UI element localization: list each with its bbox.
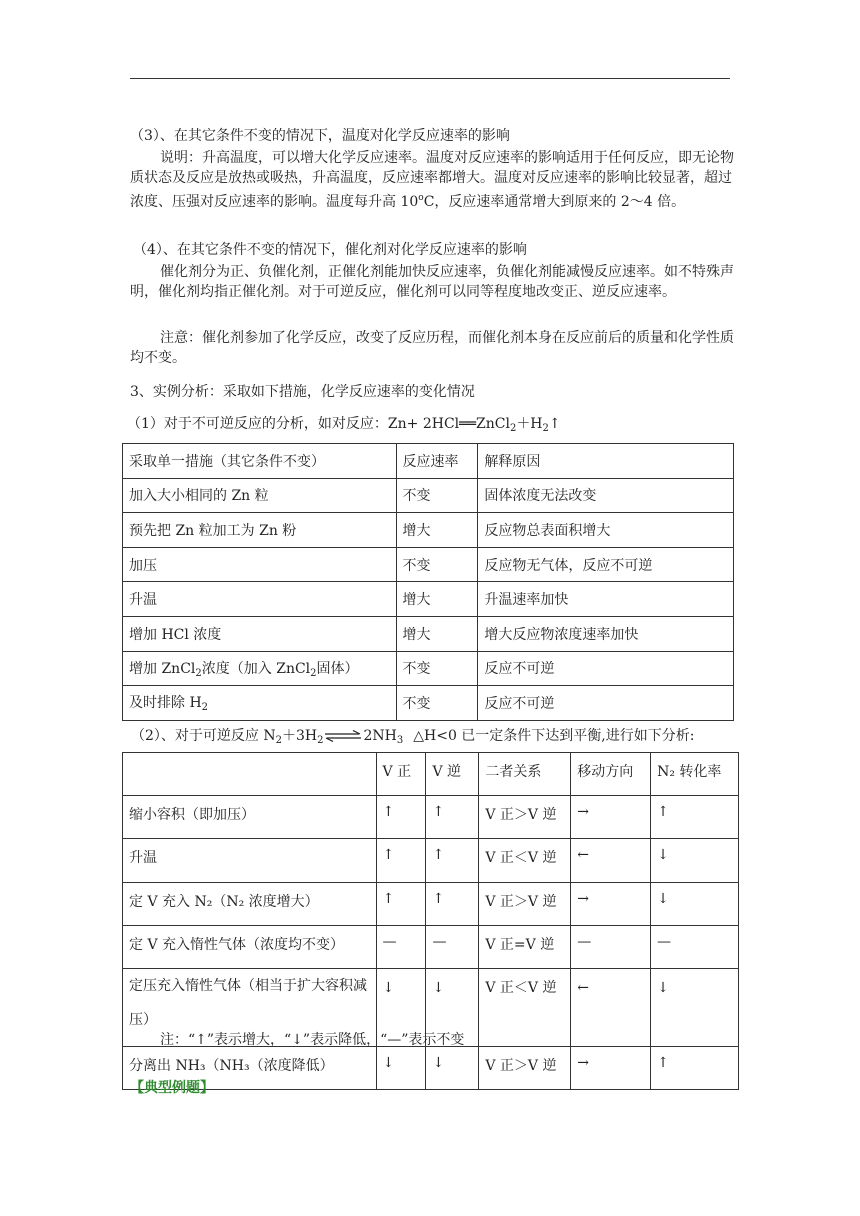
table-header-cell: [123, 753, 377, 796]
v-reverse-cell: ↑: [426, 839, 479, 882]
table-row: [123, 839, 739, 882]
measure-cell: 加压: [123, 547, 397, 582]
table-header-cell: 解释原因: [478, 444, 734, 479]
v-reverse-cell: ↓: [426, 968, 479, 1046]
measure-cell: 预先把 Zn 粒加工为 Zn 粉: [123, 513, 397, 548]
measure-cell: 定 V 充入惰性气体（浓度均不变）: [123, 925, 377, 968]
section-3-body: 说明：升高温度，可以增大化学反应速率。温度对反应速率的影响适用于任何反应，即无论物质状态及反应是放热或吸热，升高温度，反应速率都增大。温度对反应速率的影响比较显著，超过浓度、压强对反应速率的影响。温度每升高 10$^o$C，反应速率通常增大到原来的 2～4 倍。: [130, 150, 734, 210]
measure-cell: 及时排除 $H_2$: [123, 686, 397, 721]
table-row: [123, 513, 734, 548]
relation-cell: V 正＞V 逆: [479, 882, 571, 925]
v-forward-cell: ↑: [376, 882, 426, 925]
table-header-cell: V 正: [376, 753, 426, 796]
relation-cell: V 正＜V 逆: [479, 839, 571, 882]
relation-cell: V 正＜V 逆: [479, 968, 571, 1046]
rate-cell: 增大: [396, 513, 478, 548]
reason-cell: 增大反应物浓度速率加快: [478, 616, 734, 651]
v-forward-cell: ↑: [376, 796, 426, 839]
table-row: [123, 882, 739, 925]
rate-cell: 增大: [396, 582, 478, 617]
v-reverse-cell: ↓: [426, 1046, 479, 1089]
v-forward-cell: ↓: [376, 968, 426, 1046]
reason-cell: 反应物无气体，反应不可逆: [478, 547, 734, 582]
measure-cell: 缩小容积（即加压）: [123, 796, 377, 839]
conversion-cell: ↑: [651, 796, 739, 839]
table-header-row: [123, 444, 734, 479]
shift-direction-cell: →: [571, 882, 651, 925]
shift-direction-cell: ←: [571, 968, 651, 1046]
shift-direction-cell: →: [571, 796, 651, 839]
conversion-cell: ↓: [651, 882, 739, 925]
rate-cell: 不变: [396, 651, 478, 686]
v-forward-cell: ↑: [376, 839, 426, 882]
typical-examples-heading: 【典型例题】: [130, 1080, 214, 1096]
table-row: [123, 651, 734, 686]
reason-cell: 固体浓度无法改变: [478, 478, 734, 513]
measure-cell: 增加 HCl 浓度: [123, 616, 397, 651]
table-row: [123, 1046, 739, 1089]
example-analysis-title: 3、实例分析：采取如下措施，化学反应速率的变化情况: [130, 384, 475, 400]
table-header-cell: 采取单一措施（其它条件不变）: [123, 444, 397, 479]
measure-cell: 定 V 充入 N₂（N₂ 浓度增大）: [123, 882, 377, 925]
v-forward-cell: —: [376, 925, 426, 968]
irreversible-reaction-heading: （1）对于不可逆反应的分析，如对反应：$Zn+ 2HCl══ZnCl_2+H_2↑$: [127, 416, 561, 434]
reversible-reaction-heading: （2）、对于可逆反应 $N_2+3H_2$ $2NH_3$ △H<0 已一定条件下达到平衡,进行如下分析:: [131, 728, 695, 746]
conversion-cell: ↑: [651, 1046, 739, 1089]
table-header-cell: 反应速率: [396, 444, 478, 479]
v-reverse-cell: ↑: [426, 796, 479, 839]
table-row: [123, 547, 734, 582]
rate-cell: 不变: [396, 478, 478, 513]
conversion-cell: ↓: [651, 839, 739, 882]
table-header-row: [123, 753, 739, 796]
section-4-note: 注意：催化剂参加了化学反应，改变了反应历程，而催化剂本身在反应前后的质量和化学性质均不变。: [130, 330, 734, 366]
table-note: 注：“↑”表示增大，“↓”表示降低，“—”表示不变: [160, 1032, 465, 1048]
shift-direction-cell: —: [571, 925, 651, 968]
table-header-cell: 移动方向: [571, 753, 651, 796]
rate-cell: 增大: [396, 616, 478, 651]
conversion-cell: —: [651, 925, 739, 968]
v-reverse-cell: ↑: [426, 882, 479, 925]
relation-cell: V 正=V 逆: [479, 925, 571, 968]
measure-cell: 升温: [123, 839, 377, 882]
relation-cell: V 正＞V 逆: [479, 796, 571, 839]
section-3-title: （3）、在其它条件不变的情况下，温度对化学反应速率的影响: [130, 128, 510, 144]
measure-cell: 升温: [123, 582, 397, 617]
header-rule: [130, 78, 730, 79]
table-row: [123, 478, 734, 513]
equilibrium-arrow-icon: [323, 730, 363, 742]
shift-direction-cell: ←: [571, 839, 651, 882]
reason-cell: 反应物总表面积增大: [478, 513, 734, 548]
table-row: [123, 582, 734, 617]
section-4-body: 催化剂分为正、负催化剂，正催化剂能加快反应速率，负催化剂能减慢反应速率。如不特殊声明，催化剂均指正催化剂。对于可逆反应，催化剂可以同等程度地改变正、逆反应速率。: [130, 264, 734, 300]
table-row: [123, 616, 734, 651]
section-4-title: （4）、在其它条件不变的情况下，催化剂对化学反应速率的影响: [133, 242, 527, 258]
table-row: [123, 796, 739, 839]
shift-direction-cell: →: [571, 1046, 651, 1089]
reason-cell: 反应不可逆: [478, 686, 734, 721]
measure-cell: 分离出 NH₃（NH₃（浓度降低）: [123, 1046, 377, 1089]
table-header-cell: 二者关系: [479, 753, 571, 796]
rate-cell: 不变: [396, 547, 478, 582]
reason-cell: 反应不可逆: [478, 651, 734, 686]
rate-cell: 不变: [396, 686, 478, 721]
measure-cell: 增加 ZnCl$_2$浓度（加入 ZnCl$_2$固体）: [123, 651, 397, 686]
irreversible-reaction-table: [122, 443, 734, 721]
measure-cell: 加入大小相同的 Zn 粒: [123, 478, 397, 513]
relation-cell: V 正＞V 逆: [479, 1046, 571, 1089]
conversion-cell: ↓: [651, 968, 739, 1046]
v-forward-cell: ↓: [376, 1046, 426, 1089]
table-header-cell: V 逆: [426, 753, 479, 796]
table-row: [123, 925, 739, 968]
v-reverse-cell: —: [426, 925, 479, 968]
table-row: [123, 686, 734, 721]
reason-cell: 升温速率加快: [478, 582, 734, 617]
table-header-cell: N₂ 转化率: [651, 753, 739, 796]
measure-cell: 定压充入惰性气体（相当于扩大容积减压）: [123, 968, 377, 1046]
